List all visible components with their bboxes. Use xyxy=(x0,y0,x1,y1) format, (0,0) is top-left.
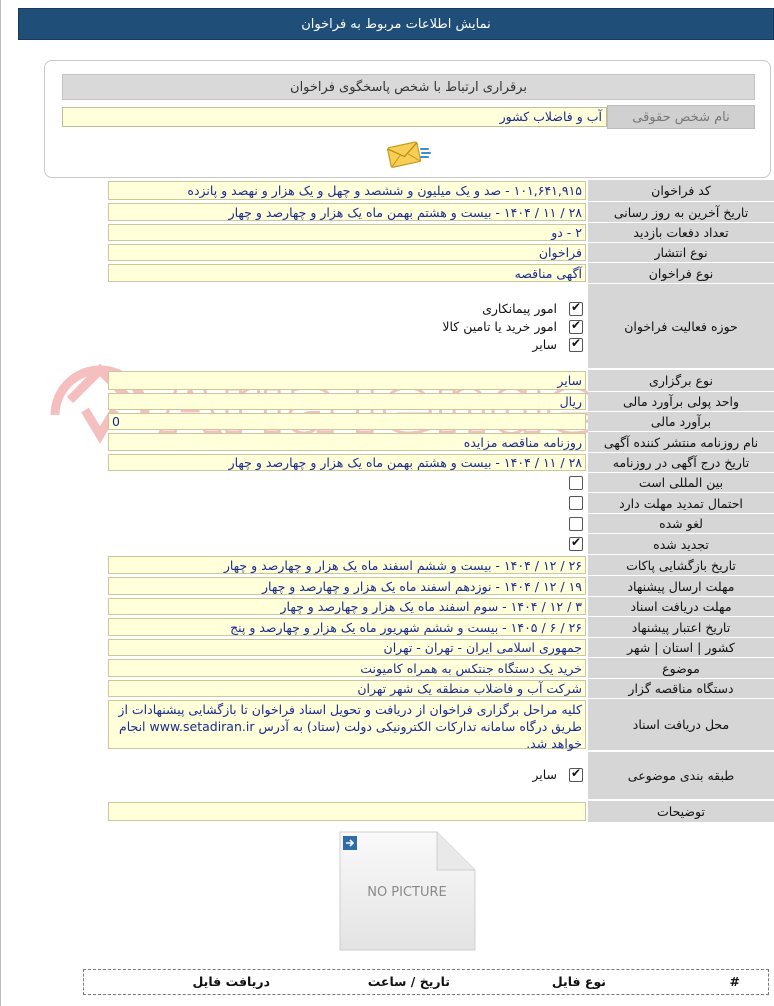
international-label: بین المللی است xyxy=(588,473,774,493)
contact-panel xyxy=(44,60,771,178)
last-update-value: ۲۸ / ۱۱ / ۱۴۰۴ - بیست و هشتم بهمن ماه یک هزار و چهارصد و چهار xyxy=(108,203,586,221)
row-newspaper-date xyxy=(108,453,774,473)
contact-title-text: برقراری ارتباط با شخص پاسخگوی فراخوان xyxy=(290,79,527,95)
cancelled-checkbox[interactable] xyxy=(569,517,583,531)
hold-type-label: نوع برگزاری xyxy=(588,370,774,392)
international-checkbox[interactable] xyxy=(569,476,583,490)
newspaper-value: روزنامه مناقصه مزایده xyxy=(108,433,586,451)
row-last-update xyxy=(108,202,774,223)
row-estimate xyxy=(108,412,774,432)
files-col-download: دریافت فایل xyxy=(192,974,270,989)
extension-label: احتمال تمدید مهلت دارد xyxy=(588,493,774,514)
newspaper-label: نام روزنامه منتشر کننده آگهی xyxy=(588,432,774,453)
submit-deadline-value: ۱۹ / ۱۲ / ۱۴۰۴ - نوزدهم اسفند ماه یک هزار و چهارصد و چهار xyxy=(108,577,586,595)
cancelled-label: لغو شده xyxy=(588,514,774,534)
call-type-value: آگهی مناقصه xyxy=(108,264,586,282)
organizer-label: دستگاه مناقصه گزار xyxy=(588,679,774,699)
row-call-type xyxy=(108,263,774,284)
files-col-number: # xyxy=(729,974,740,989)
row-code xyxy=(108,180,774,202)
row-visits xyxy=(108,223,774,243)
activity-checkbox-procurement[interactable] xyxy=(569,320,583,334)
activity-checkbox-contracting[interactable] xyxy=(569,302,583,316)
row-renewed xyxy=(108,534,774,555)
page-header xyxy=(18,8,774,40)
currency-value: ریال xyxy=(108,393,586,410)
submit-deadline-label: مهلت ارسال پیشنهاد xyxy=(588,576,774,597)
code-value: ۱۰۱,۶۴۱,۹۱۵ - صد و یک میلیون و ششصد و چهل و یک هزار و نهصد و پانزده xyxy=(108,181,586,200)
opening-label: تاریخ بازگشایی پاکات xyxy=(588,555,774,576)
doc-place-label: محل دریافت اسناد xyxy=(588,699,774,751)
validity-value: ۲۶ / ۶ / ۱۴۰۵ - بیست و ششم شهریور ماه یک هزار و چهارصد و پنج xyxy=(108,618,586,636)
legal-person-label: نام شخص حقوقی xyxy=(607,105,755,129)
row-organizer xyxy=(108,679,774,699)
activity-checkbox-other[interactable] xyxy=(569,338,583,352)
row-location xyxy=(108,638,774,658)
location-label: کشور | استان | شهر xyxy=(588,638,774,658)
envelope-icon[interactable] xyxy=(385,139,431,169)
renewed-label: تجدید شده xyxy=(588,534,774,555)
call-type-label: نوع فراخوان xyxy=(588,263,774,284)
opening-value: ۲۶ / ۱۲ / ۱۴۰۴ - بیست و ششم اسفند ماه یک هزار و چهارصد و چهار xyxy=(108,556,586,574)
extension-checkbox[interactable] xyxy=(569,496,583,510)
files-table-header xyxy=(83,969,769,995)
no-picture-image xyxy=(337,830,477,954)
newspaper-date-value: ۲۸ / ۱۱ / ۱۴۰۴ - بیست و هشتم بهمن ماه یک هزار و چهارصد و چهار xyxy=(108,454,586,471)
activity-label: حوزه فعالیت فراخوان xyxy=(588,284,774,369)
row-cancelled xyxy=(108,514,774,534)
contact-title xyxy=(62,74,755,100)
currency-label: واحد پولی برآورد مالی xyxy=(588,392,774,412)
row-currency xyxy=(108,392,774,412)
row-doc-place xyxy=(108,699,774,751)
validity-label: تاریخ اعتبار پیشنهاد xyxy=(588,617,774,638)
row-activity xyxy=(108,284,774,369)
row-extension xyxy=(108,493,774,514)
doc-place-value: کلیه مراحل برگزاری فراخوان از دریافت و تحویل اسناد فراخوان تا بازگشایی پیشنهادات از طریق درگاه سامانه تدارکات الکترونیکی دولت (ستاد) به آدرس www.setadiran.ir انجام خواهد شد. xyxy=(108,700,586,749)
row-opening xyxy=(108,555,774,576)
doc-deadline-label: مهلت دریافت اسناد xyxy=(588,597,774,617)
subject-label: موضوع xyxy=(588,658,774,679)
last-update-label: تاریخ آخرین به روز رسانی xyxy=(588,202,774,223)
row-submit-deadline xyxy=(108,576,774,597)
renewed-checkbox[interactable] xyxy=(569,537,583,551)
row-publish-type xyxy=(108,243,774,263)
location-value: جمهوری اسلامی ایران - تهران - تهران xyxy=(108,639,586,656)
activity-contracting-label: امور پیمانکاری xyxy=(482,301,557,316)
legal-person-value: آب و فاضلاب کشور xyxy=(62,107,607,127)
page-title: نمایش اطلاعات مربوط به فراخوان xyxy=(301,16,491,32)
page-edge xyxy=(0,0,1,1006)
category-other-label: سایر xyxy=(532,767,557,782)
files-col-datetime: تاریخ / ساعت xyxy=(367,974,450,989)
newspaper-date-label: تاریخ درج آگهی در روزنامه xyxy=(588,453,774,473)
row-doc-deadline xyxy=(108,597,774,617)
row-category xyxy=(108,752,774,800)
publish-type-value: فراخوان xyxy=(108,244,586,261)
row-validity xyxy=(108,617,774,638)
category-checkbox-other[interactable] xyxy=(569,768,583,782)
row-international xyxy=(108,473,774,493)
category-label: طبقه بندی موضوعی xyxy=(588,752,774,800)
visits-value: ۲ - دو xyxy=(108,224,586,241)
row-subject xyxy=(108,658,774,679)
row-newspaper xyxy=(108,432,774,453)
estimate-label: برآورد مالی xyxy=(588,412,774,432)
estimate-value: 0 xyxy=(108,413,586,430)
organizer-value: شرکت آب و فاضلاب منطقه یک شهر تهران xyxy=(108,680,586,697)
row-notes xyxy=(108,801,774,823)
no-picture-text: NO PICTURE xyxy=(367,885,447,900)
doc-deadline-value: ۳ / ۱۲ / ۱۴۰۴ - سوم اسفند ماه یک هزار و چهارصد و چهار xyxy=(108,598,586,615)
subject-value: خرید یک دستگاه جنتکس به همراه کامیونت xyxy=(108,659,586,677)
hold-type-value: سایر xyxy=(108,371,586,390)
row-hold-type xyxy=(108,370,774,392)
notes-label: توضیحات xyxy=(588,801,774,823)
code-label: کد فراخوان xyxy=(588,180,774,202)
visits-label: تعداد دفعات بازدید xyxy=(588,223,774,243)
notes-value xyxy=(108,802,586,821)
activity-procurement-label: امور خرید یا تامین کالا xyxy=(442,319,557,334)
files-col-type: نوع فایل xyxy=(551,974,606,989)
publish-type-label: نوع انتشار xyxy=(588,243,774,263)
activity-other-label: سایر xyxy=(532,337,557,352)
